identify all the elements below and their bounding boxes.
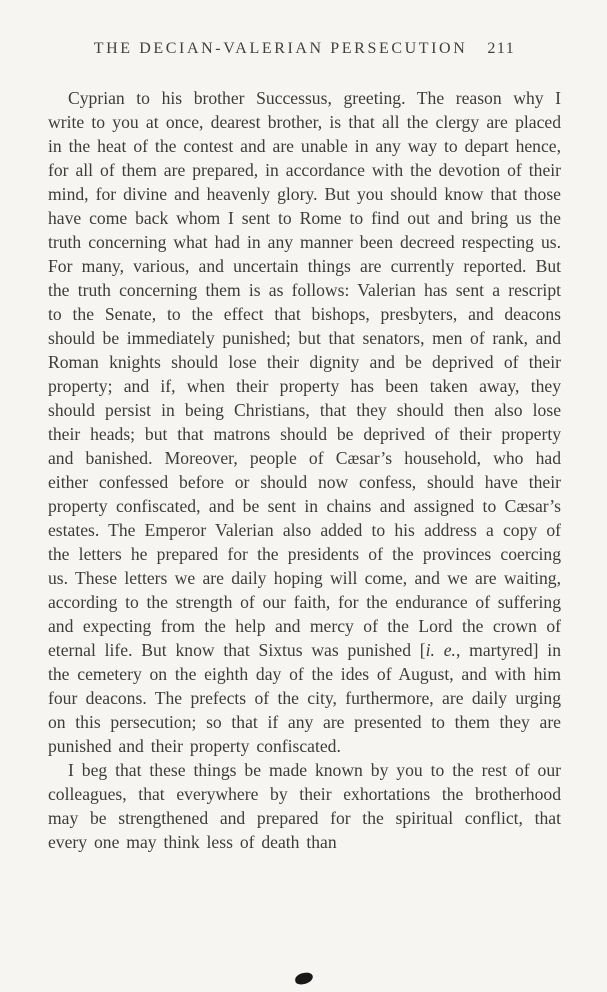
paragraph-1-italic-ie: i. e. [425, 640, 456, 660]
paragraph-1 [48, 86, 561, 758]
paragraph-2: I beg that these things be made known by you to the rest of our colleagues, that everywhere by their exhortations the brotherhood may be strengthened and prepared for the spiritual conflict, that every one may think less of death than [48, 760, 561, 852]
paragraph-1-text: Cyprian to his brother Successus, greeting. The reason why I write to you at once, dearest brother, is that all the clergy are placed in the heat of the contest and are unable in any way to depart hence, for all of them are prepared, in accordance with the devotion of their mind, for divine and heavenly glory. But you should know that those have come back whom I sent to Rome to find out and bring us the truth concerning what had in any manner been decreed respecting us. For many, various, and uncertain things are currently reported. But the truth concerning them is as follows: Valerian has sent a rescript to the Senate, to the effect that bishops, presbyters, and deacons should be immediately punished; but that senators, men of rank, and Roman knights should lose their dignity and be deprived of their property; and if, when their property has been taken away, they should persist in being Christians, that they should then also lose their heads; but that matrons should be deprived of their property and banished. Moreover, people of Cæsar’s household, who had either confessed before or should now confess, should have their property confiscated, and be sent in chains and assigned to Cæsar’s estates. The Emperor Valerian also added to his address a copy of the letters he prepared for the presidents of the provinces coercing us. These letters we are daily hoping will come, and we are waiting, according to the strength of our faith, for the endurance of suffering and expecting from the help and mercy of the Lord the crown of eternal life. But know that Sixtus was punished [ [48, 88, 561, 660]
running-head-title: THE DECIAN-VALERIAN PERSECUTION [93, 40, 468, 57]
paragraph-1-text-continued: , martyred] in the cemetery on the eighth day of the ides of August, and with him four deacons. The prefects of the city, furthermore, are daily urging on this persecution; so that if any are presented to them they are punished and their property confiscated. [48, 640, 561, 756]
page-header [48, 40, 561, 58]
page-number: 211 [487, 40, 516, 57]
scan-artifact-mark [294, 972, 314, 986]
body-text [48, 86, 561, 854]
